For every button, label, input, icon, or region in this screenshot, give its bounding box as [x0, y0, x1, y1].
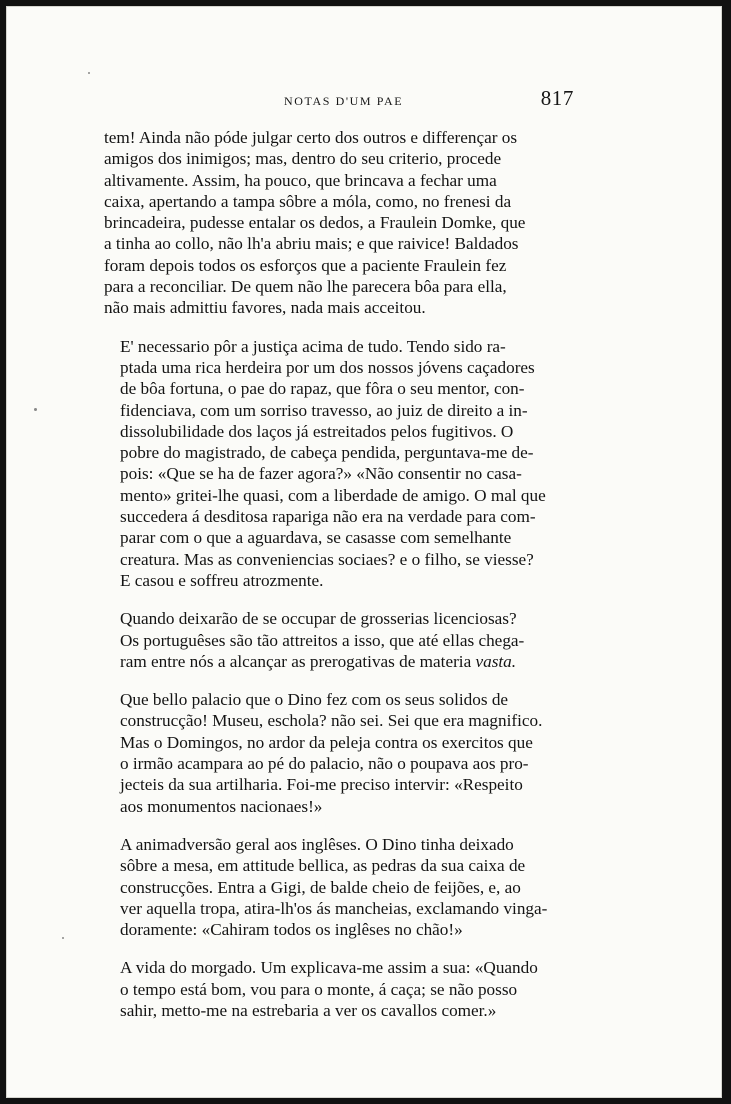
text-line: construcções. Entra a Gigi, de balde cheio de feijões, e, ao	[120, 877, 521, 897]
page-header	[104, 86, 574, 116]
text-line: E casou e soffreu atrozmente.	[120, 570, 324, 590]
scan-speck	[34, 408, 37, 411]
scan-speck	[88, 72, 90, 74]
text-line: dissolubilidade dos laços já estreitados pelos fugitivos. O	[120, 421, 514, 441]
text-line: creatura. Mas as conveniencias sociaes? e o filho, se viesse?	[120, 549, 534, 569]
text-line: sahir, metto-me na estrebaria a ver os cavallos comer.»	[120, 1000, 497, 1020]
scan-speck	[62, 937, 64, 939]
text-line: tem! Ainda não póde julgar certo dos outros e differençar os	[104, 128, 518, 147]
text-line: brincadeira, pudesse entalar os dedos, a Fraulein Domke, que	[104, 213, 526, 233]
text-line: construcção! Museu, eschola? não sei. Sei que era magnifico.	[120, 711, 543, 731]
text-line	[104, 651, 580, 672]
text-line: E' necessario pôr a justiça acima de tudo. Tendo sido ra-	[120, 336, 506, 356]
text-line: Os portuguêses são tão attreitos a isso, que até ellas chega-	[120, 630, 525, 650]
text-line: jecteis da sua artilharia. Foi-me preciso intervir: «Respeito	[120, 775, 523, 795]
text-line: mento» gritei-lhe quasi, com a liberdade de amigo. O mal que	[120, 485, 546, 505]
text-line: A vida do morgado. Um explicava-me assim a sua: «Quando	[120, 958, 538, 978]
paragraph-4	[104, 689, 580, 817]
text-line: sôbre a mesa, em attitude bellica, as pedras da sua caixa de	[120, 856, 526, 876]
text-line: doramente: «Cahiram todos os inglêses no chão!»	[120, 920, 463, 940]
text-line: altivamente. Assim, ha pouco, que brincava a fechar uma	[104, 170, 497, 190]
text-line: a tinha ao collo, não lh'a abriu mais; e que raivice! Baldados	[104, 234, 519, 254]
paragraph-2	[104, 336, 580, 592]
paragraph-3	[104, 608, 580, 672]
text-line: ptada uma rica herdeira por um dos nossos jóvens caçadores	[120, 357, 535, 377]
italic-word: vasta.	[475, 651, 517, 671]
text-line: parar com o que a aguardava, se casasse com semelhante	[120, 528, 512, 548]
text-line: Mas o Domingos, no ardor da peleja contra os exercitos que	[120, 732, 533, 752]
text-line: amigos dos inimigos; mas, dentro do seu criterio, procede	[104, 149, 502, 169]
text-line: aos monumentos nacionaes!»	[120, 796, 323, 816]
text-line: o tempo está bom, vou para o monte, á caça; se não posso	[120, 979, 518, 999]
scan-border-bottom	[0, 1098, 731, 1104]
running-title: NOTAS D'UM PAE	[284, 94, 404, 108]
text-line: pobre do magistrado, de cabeça pendida, perguntava-me de-	[120, 443, 534, 463]
text-line: succedera á desditosa rapariga não era na verdade para com-	[120, 507, 536, 527]
text-line: foram depois todos os esforços que a paciente Fraulein fez	[104, 255, 507, 275]
paragraph-1	[104, 127, 580, 319]
text-line: não mais admittiu favores, nada mais acceitou.	[104, 298, 426, 318]
text-line: o irmão acampara ao pé do palacio, não o poupava aos pro-	[120, 754, 529, 774]
text-line: caixa, apertando a tampa sôbre a móla, como, no frenesi da	[104, 191, 512, 211]
paragraph-6	[104, 957, 580, 1021]
text-line: A animadversão geral aos inglêses. O Dino tinha deixado	[120, 834, 514, 854]
text-line: para a reconciliar. De quem não lhe parecera bôa para ella,	[104, 277, 507, 297]
scan-border-right	[722, 0, 731, 1104]
text-line: Que bello palacio que o Dino fez com os seus solidos de	[120, 690, 509, 710]
body-text	[104, 127, 580, 1021]
page-number: 817	[540, 86, 574, 110]
text-line-part: ram entre nós a alcançar as prerogativas de materia	[120, 651, 476, 671]
text-line: de bôa fortuna, o pae do rapaz, que fôra o seu mentor, con-	[120, 379, 525, 399]
paragraph-5	[104, 834, 580, 940]
text-line: ver aquella tropa, atira-lh'os ás mancheias, exclamando vinga-	[120, 898, 548, 918]
text-line: fidenciava, com um sorriso travesso, ao juiz de direito a in-	[120, 400, 528, 420]
text-line: pois: «Que se ha de fazer agora?» «Não consentir no casa-	[120, 464, 522, 484]
text-line: Quando deixarão de se occupar de grosserias licenciosas?	[120, 609, 517, 629]
